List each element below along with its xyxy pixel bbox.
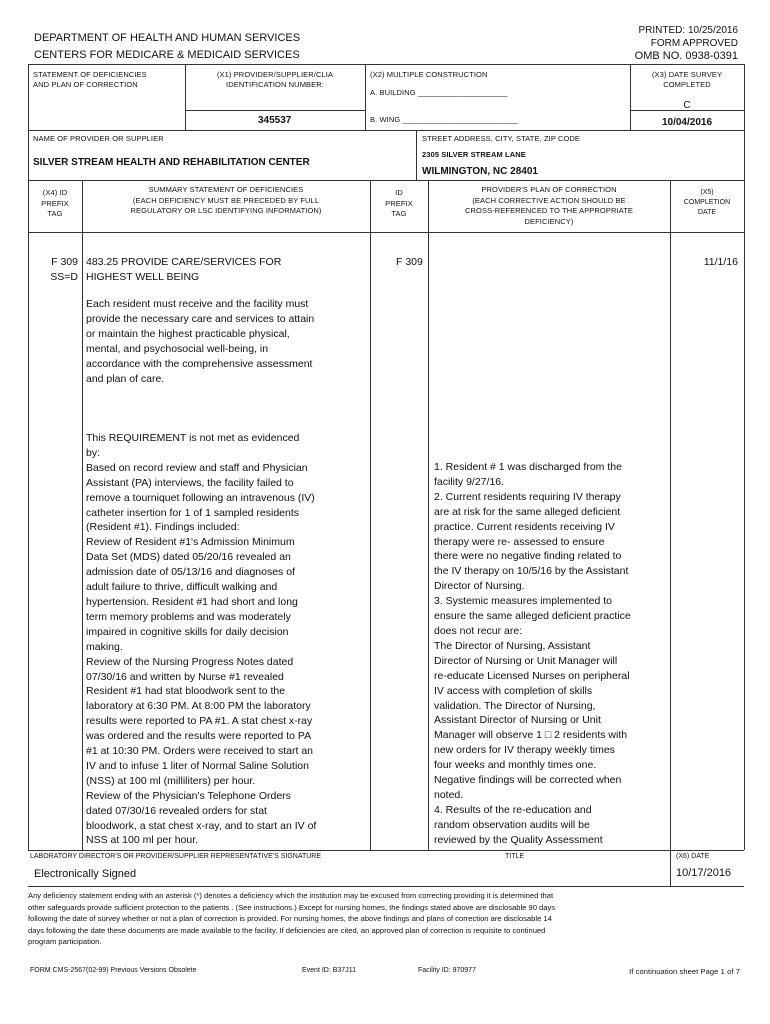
department-name: DEPARTMENT OF HEALTH AND HUMAN SERVICES bbox=[34, 32, 301, 44]
requirement-text: Each resident must receive and the facility must provide the necessary care and services to attain or maintain the highest practicable physical, mental, and psychosocial well-being, in accordance with the comprehensive assessment and plan of care. bbox=[86, 298, 315, 385]
agency-name: CENTERS FOR MEDICARE & MEDICAID SERVICES bbox=[34, 49, 300, 61]
plan-of-correction-text: 1. Resident # 1 was discharged from the facility 9/27/16. 2. Current residents requiring IV therapy are at risk for the same alleged deficient practice. Current residents receiving IV therapy were re- assessed to ensure there were no negative finding related to the IV therapy on 10/5/16 by the Assistant Director of Nursing. 3. Systemic measures implemented to ensure the same alleged deficient practice does not recur are: The Director of Nursing, Assistant Director of Nursing or Unit Manager will re-educate Licensed Nurses on peripheral IV access with completion of skills validation. The Director of Nursing, Assistant Director of Nursing or Unit Manager will observe 1 □ 2 residents with new orders for IV therapy weekly times four weeks and monthly times one. Negative findings will be corrected when noted. 4. Results of the re-education and random observation audits will be reviewed by the Quality Assessment bbox=[434, 461, 631, 846]
id-prefix-header: ID PREFIX TAG bbox=[385, 188, 413, 218]
form-id: FORM CMS-2567(02-99) Previous Versions Obsolete bbox=[30, 967, 197, 974]
survey-code: C bbox=[683, 100, 691, 111]
signature-label: LABORATORY DIRECTOR'S OR PROVIDER/SUPPLIER REPRESENTATIVE'S SIGNATURE bbox=[30, 853, 322, 860]
address-label: STREET ADDRESS, CITY, STATE, ZIP CODE bbox=[422, 134, 581, 143]
address-city: WILMINGTON, NC 28401 bbox=[422, 166, 538, 177]
summary-header: SUMMARY STATEMENT OF DEFICIENCIES (EACH DEFICIENCY MUST BE PRECEDED BY FULL REGULATORY OR LSC IDENTIFYING INFORMATION) bbox=[130, 185, 322, 215]
completion-header: (X5) COMPLETION DATE bbox=[683, 189, 731, 216]
facility-id: Facility ID: 970977 bbox=[418, 967, 476, 974]
findings-text: This REQUIREMENT is not met as evidenced by: Based on record review and staff and Physician Assistant (PA) interviews, the facility failed to remove a tourniquet following an intravenous (IV) catheter insertion for 1 of 1 sampled residents (Resident #1). Findings included: Review of Resident #1's Admission Minimum Data Set (MDS) dated 05/20/16 revealed an admission date of 05/13/16 and diagnoses of adult failure to thrive, difficult walking and hypertension. Resident #1 had short and long term memory problems and was moderately impaired in cognitive skills for daily decision making. Review of the Nursing Progress Notes dated 07/30/16 and written by Nurse #1 revealed Resident #1 had stat bloodwork sent to the laboratory at 6:30 PM. At 8:00 PM the laboratory results were reported to PA #1. A stat chest x-ray was ordered and the results were reported to PA #1 at 10:30 PM. Orders were received to start an IV and to infuse 1 liter of Normal Saline Solution (NSS) at 100 ml (milliliters) per hour. Review of the Physician's Telephone Orders dated 07/30/16 revealed orders for stat bloodwork, a stat chest x-ray, and to start an IV of NSS at 100 ml per hour. bbox=[86, 432, 317, 847]
multiple-construction-label: (X2) MULTIPLE CONSTRUCTION bbox=[370, 70, 488, 79]
title-label: TITLE bbox=[505, 853, 525, 860]
provider-name: SILVER STREAM HEALTH AND REHABILITATION CENTER bbox=[33, 157, 310, 168]
printed-date: PRINTED: 10/25/2016 bbox=[638, 25, 738, 36]
survey-date: 10/04/2016 bbox=[661, 117, 713, 128]
provider-id-number: 345537 bbox=[258, 115, 292, 126]
x4-prefix-header: (X4) ID PREFIX TAG bbox=[41, 188, 69, 218]
signature-date: 10/17/2016 bbox=[676, 867, 732, 879]
deficiency-title: 483.25 PROVIDE CARE/SERVICES FOR HIGHEST WELL BEING bbox=[86, 256, 282, 283]
address-street: 2305 SILVER STREAM LANE bbox=[422, 150, 526, 159]
provider-id-label: (X1) PROVIDER/SUPPLIER/CLIA IDENTIFICATION NUMBER: bbox=[216, 70, 334, 89]
completion-date: 11/1/16 bbox=[703, 256, 738, 268]
plan-id-tag: F 309 bbox=[396, 256, 423, 268]
statement-label: STATEMENT OF DEFICIENCIES AND PLAN OF CORRECTION bbox=[33, 70, 147, 89]
provider-name-label: NAME OF PROVIDER OR SUPPLIER bbox=[33, 134, 164, 143]
wing-label: B. WING ___________________________ bbox=[370, 115, 518, 124]
plan-header: PROVIDER'S PLAN OF CORRECTION (EACH CORRECTIVE ACTION SHOULD BE CROSS-REFERENCED TO THE APPROPRIATE DEFICIENCY) bbox=[465, 185, 633, 226]
signature-value: Electronically Signed bbox=[34, 868, 137, 880]
page-number: If continuation sheet Page 1 of 7 bbox=[629, 967, 740, 976]
form-approved: FORM APPROVED bbox=[650, 38, 738, 49]
date-survey-label: (X3) DATE SURVEY COMPLETED bbox=[651, 70, 723, 89]
date-label: (X6) DATE bbox=[676, 853, 710, 860]
event-id: Event ID: B37J11 bbox=[302, 967, 356, 974]
deficiency-tag: F 309 SS=D bbox=[50, 256, 78, 283]
disclaimer-text: Any deficiency statement ending with an asterisk (*) denotes a deficiency which the institution may be excused from correcting providing it is determined that other safeguards provide sufficient protection to the patients . (See instructions.) Except for nursing homes, the findings stated above are disclosable 90 days following the date of survey whether or not a plan of correction is provided. For nursing homes, the above findings and plans of correction are disclosable 14 days following the date these documents are made available to the facility. If deficiencies are cited, an approved plan of correction is requisite to continued program participation. bbox=[28, 891, 556, 947]
building-label: A. BUILDING _____________________ bbox=[370, 88, 508, 97]
omb-number: OMB NO. 0938-0391 bbox=[634, 50, 738, 62]
